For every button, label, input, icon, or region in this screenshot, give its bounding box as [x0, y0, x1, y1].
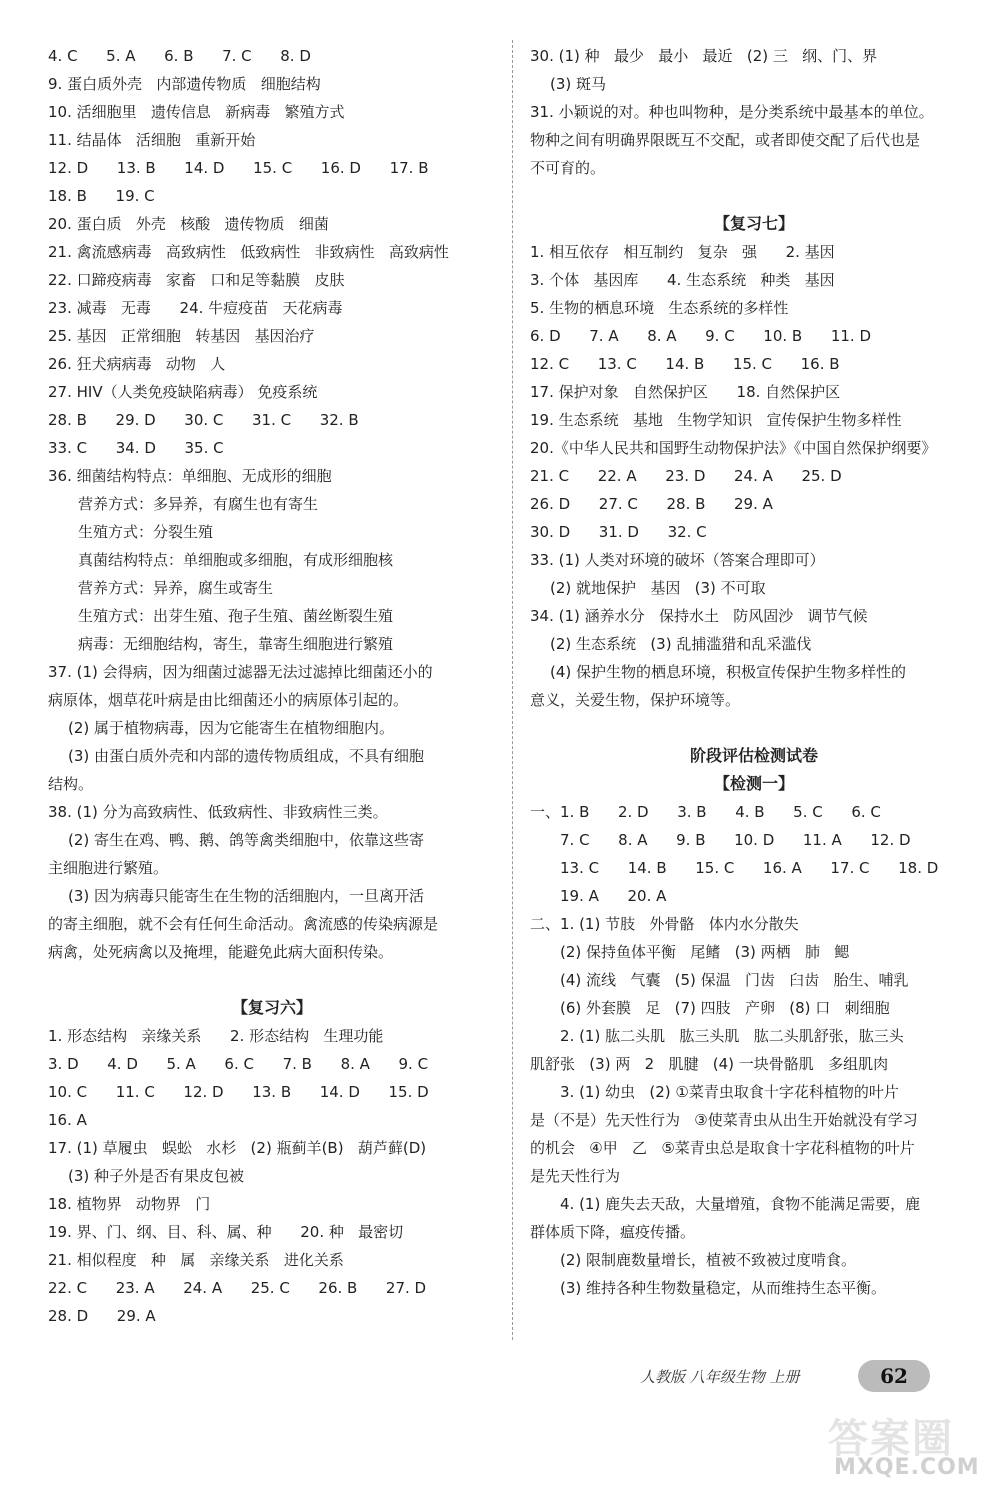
answer-line: 二、1. (1) 节肢 外骨骼 体内水分散失 — [530, 915, 799, 933]
answer-line: 34. (1) 涵养水分 保持水土 防风固沙 调节气候 — [530, 607, 868, 625]
answer-line: 5. 生物的栖息环境 生态系统的多样性 — [530, 299, 789, 317]
answer-line: 主细胞进行繁殖。 — [48, 859, 169, 877]
answer-line: 27. HIV（人类免疫缺陷病毒） 免疫系统 — [48, 383, 318, 401]
answer-line: 22. 口蹄疫病毒 家畜 口和足等黏膜 皮肤 — [48, 271, 345, 289]
watermark-url: MXQE.COM — [834, 1455, 980, 1480]
answer-line: 真菌结构特点：单细胞或多细胞，有成形细胞核 — [78, 551, 394, 569]
answer-line: 31. 小颖说的对。种也叫物种，是分类系统中最基本的单位。 — [530, 103, 934, 121]
answer-line: (2) 保持鱼体平衡 尾鳍 (3) 两栖 肺 鳃 — [560, 943, 850, 961]
answer-line: 38. (1) 分为高致病性、低致病性、非致病性三类。 — [48, 803, 388, 821]
answer-line: 19. 生态系统 基地 生物学知识 宣传保护生物多样性 — [530, 411, 902, 429]
answer-line: 肌舒张 (3) 两 2 肌腱 (4) 一块骨骼肌 多组肌肉 — [530, 1055, 889, 1073]
answer-line: 30. (1) 种 最少 最小 最近 (2) 三 纲、门、界 — [530, 47, 878, 65]
answer-line: 生殖方式：分裂生殖 — [78, 523, 214, 541]
answer-line: 13. C 14. B 15. C 16. A 17. C 18. D — [560, 859, 939, 877]
answer-line: 4. (1) 鹿失去天敌，大量增殖，食物不能满足需要，鹿 — [560, 1195, 921, 1213]
answer-line: (2) 寄生在鸡、鸭、鹅、鸽等禽类细胞中，依靠这些寄 — [68, 831, 425, 849]
answer-line — [530, 182, 978, 210]
answer-line: (2) 就地保护 基因 (3) 不可取 — [550, 579, 766, 597]
answer-line: 意义，关爱生物，保护环境等。 — [530, 691, 741, 709]
answer-line: 36. 细菌结构特点：单细胞、无成形的细胞 — [48, 467, 332, 485]
answer-line: 病禽，处死病禽以及掩埋，能避免此病大面积传染。 — [48, 943, 394, 961]
answer-line: 20.《中华人民共和国野生动物保护法》《中国自然保护纲要》 — [530, 439, 937, 457]
column-divider — [512, 40, 513, 1340]
answer-line: (2) 限制鹿数量增长，植被不致被过度啃食。 — [560, 1251, 857, 1269]
answer-line: 21. 禽流感病毒 高致病性 低致病性 非致病性 高致病性 — [48, 243, 449, 261]
answer-line: 2. (1) 肱二头肌 肱三头肌 肱二头肌舒张，肱三头 — [560, 1027, 904, 1045]
answer-line: 是（不是）先天性行为 ③使菜青虫从出生开始就没有学习 — [530, 1111, 918, 1129]
watermark-logo — [820, 1405, 988, 1485]
answer-line: 的寄主细胞，就不会有任何生命活动。禽流感的传染病源是 — [48, 915, 439, 933]
answer-line — [48, 966, 496, 994]
answer-line: 19. A 20. A — [560, 887, 667, 905]
answer-line: (3) 因为病毒只能寄生在生物的活细胞内，一旦离开活 — [68, 887, 425, 905]
answer-line: 12. C 13. C 14. B 15. C 16. B — [530, 355, 840, 373]
answer-line: 营养方式：异养，腐生或寄生 — [78, 579, 274, 597]
answer-line: (3) 种子外是否有果皮包被 — [68, 1167, 245, 1185]
answer-line: 12. D 13. B 14. D 15. C 16. D 17. B — [48, 159, 429, 177]
answer-line: 19. 界、门、纲、目、科、属、种 20. 种 最密切 — [48, 1223, 404, 1241]
answer-line: (3) 由蛋白质外壳和内部的遗传物质组成，不具有细胞 — [68, 747, 425, 765]
answer-line: (4) 流线 气囊 (5) 保温 门齿 臼齿 胎生、哺乳 — [560, 971, 909, 989]
section-heading: 【复习六】 — [231, 998, 312, 1017]
answer-line: 18. 植物界 动物界 门 — [48, 1195, 211, 1213]
section-heading: 阶段评估检测试卷 — [689, 746, 818, 765]
answer-line: 1. 相互依存 相互制约 复杂 强 2. 基因 — [530, 243, 835, 261]
answer-line: 是先天性行为 — [530, 1167, 621, 1185]
answer-line: 33. (1) 人类对环境的破坏（答案合理即可） — [530, 551, 825, 569]
answer-line: 26. 狂犬病病毒 动物 人 — [48, 355, 226, 373]
answer-line: 病毒：无细胞结构，寄生，靠寄生细胞进行繁殖 — [78, 635, 394, 653]
answer-line: 20. 蛋白质 外壳 核酸 遗传物质 细菌 — [48, 215, 329, 233]
answer-line: 16. A — [48, 1111, 87, 1129]
answer-line: 17. 保护对象 自然保护区 18. 自然保护区 — [530, 383, 841, 401]
left-column — [48, 42, 496, 1330]
answer-line: 26. D 27. C 28. B 29. A — [530, 495, 773, 513]
answer-line: (6) 外套膜 足 (7) 四肢 产卵 (8) 口 刺细胞 — [560, 999, 890, 1017]
answer-line: 4. C 5. A 6. B 7. C 8. D — [48, 47, 311, 65]
answer-line: 28. D 29. A — [48, 1307, 156, 1325]
answer-line: 3. D 4. D 5. A 6. C 7. B 8. A 9. C — [48, 1055, 429, 1073]
answer-line: 9. 蛋白质外壳 内部遗传物质 细胞结构 — [48, 75, 321, 93]
answer-line: 17. (1) 草履虫 蜈蚣 水杉 (2) 瓶蓟羊(B) 葫芦藓(D) — [48, 1139, 427, 1157]
section-heading: 【复习七】 — [713, 214, 794, 233]
right-column — [530, 42, 978, 1302]
answer-line: 10. C 11. C 12. D 13. B 14. D 15. D — [48, 1083, 429, 1101]
answer-line: 30. D 31. D 32. C — [530, 523, 707, 541]
answer-line: 病原体，烟草花叶病是由比细菌还小的病原体引起的。 — [48, 691, 409, 709]
answer-line: (4) 保护生物的栖息环境，积极宣传保护生物多样性的 — [550, 663, 907, 681]
answer-line: 25. 基因 正常细胞 转基因 基因治疗 — [48, 327, 315, 345]
section-heading: 【检测一】 — [713, 774, 794, 793]
answer-line: 37. (1) 会得病，因为细菌过滤器无法过滤掉比细菌还小的 — [48, 663, 433, 681]
answer-line: 3. (1) 幼虫 (2) ①菜青虫取食十字花科植物的叶片 — [560, 1083, 899, 1101]
answer-line: 28. B 29. D 30. C 31. C 32. B — [48, 411, 359, 429]
answer-line: 3. 个体 基因库 4. 生态系统 种类 基因 — [530, 271, 835, 289]
answer-line: 22. C 23. A 24. A 25. C 26. B 27. D — [48, 1279, 427, 1297]
answer-line: 23. 减毒 无毒 24. 牛痘疫苗 天花病毒 — [48, 299, 343, 317]
answer-line: 物种之间有明确界限既互不交配，或者即使交配了后代也是 — [530, 131, 921, 149]
answer-line: (2) 属于植物病毒，因为它能寄生在植物细胞内。 — [68, 719, 395, 737]
answer-line: 一、1. B 2. D 3. B 4. B 5. C 6. C — [530, 803, 881, 821]
answer-line: 生殖方式：出芽生殖、孢子生殖、菌丝断裂生殖 — [78, 607, 394, 625]
answer-line: (2) 生态系统 (3) 乱捕滥猎和乱采滥伐 — [550, 635, 812, 653]
answer-line: 21. C 22. A 23. D 24. A 25. D — [530, 467, 842, 485]
answer-line: 21. 相似程度 种 属 亲缘关系 进化关系 — [48, 1251, 344, 1269]
answer-line: 7. C 8. A 9. B 10. D 11. A 12. D — [560, 831, 911, 849]
answer-line: 1. 形态结构 亲缘关系 2. 形态结构 生理功能 — [48, 1027, 384, 1045]
answer-line: 的机会 ④甲 乙 ⑤菜青虫总是取食十字花科植物的叶片 — [530, 1139, 915, 1157]
answer-line — [530, 714, 978, 742]
answer-line: 11. 结晶体 活细胞 重新开始 — [48, 131, 256, 149]
answer-line: (3) 斑马 — [550, 75, 607, 93]
answer-line: 结构。 — [48, 775, 94, 793]
answer-line: 群体质下降，瘟疫传播。 — [530, 1223, 696, 1241]
answer-line: 18. B 19. C — [48, 187, 155, 205]
watermark-title: 答案圈 — [828, 1416, 954, 1462]
answer-line: 营养方式：多异养，有腐生也有寄生 — [78, 495, 319, 513]
page-number-badge: 62 — [858, 1360, 930, 1392]
answer-line: 10. 活细胞里 遗传信息 新病毒 繁殖方式 — [48, 103, 345, 121]
answer-line: 不可育的。 — [530, 159, 606, 177]
answer-line: (3) 维持各种生物数量稳定，从而维持生态平衡。 — [560, 1279, 887, 1297]
footer-book-title: 人教版 八年级生物 上册 — [640, 1368, 800, 1386]
answer-line: 6. D 7. A 8. A 9. C 10. B 11. D — [530, 327, 871, 345]
answer-line: 33. C 34. D 35. C — [48, 439, 224, 457]
